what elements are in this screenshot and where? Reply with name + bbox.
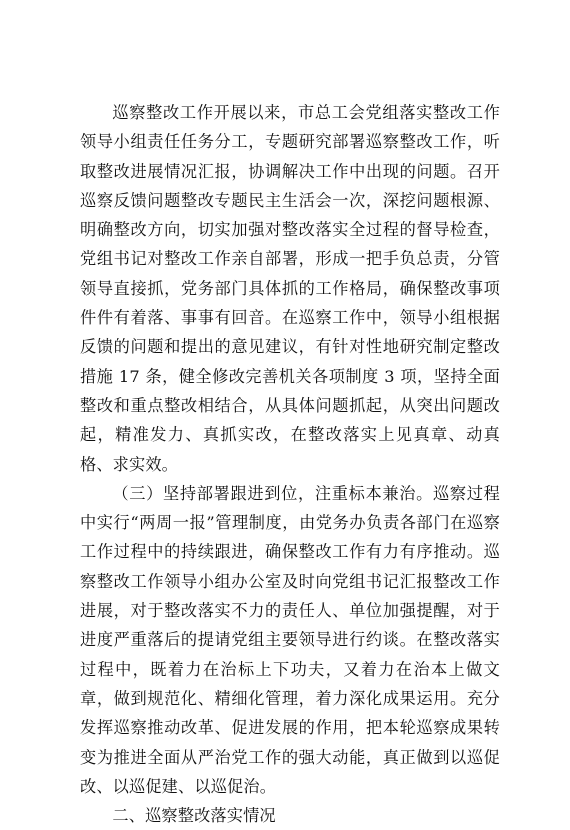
section-heading: 二、巡察整改落实情况 (112, 806, 276, 826)
paragraph-rectification-overview: 巡察整改工作开展以来，市总工会党组落实整改工作领导小组责任任务分工，专题研究部署巡察整改工作，听取整改进展情况汇报，协调解决工作中出现的问题。召开巡察反馈问题整改专题民主生活会一次，深挖问题根源、明确整改方向，切实加强对整改落实全过程的督导检查，党组书记对整改工作亲自部署，形成一把手负总责，分管领导直接抓，党务部门具体抓的工作格局，确保整改事项件件有着落、事事有回音。在巡察工作中，领导小组根据反馈的问题和提出的意见建议，有针对性地研究制定整改措施 17 条，健全修改完善机关各项制度 3 项，坚持全面整改和重点整改相结合，从具体问题抓起，从突出问题改起，精准发力、真抓实改，在整改落实上见真章、动真格、求实效。 (80, 103, 500, 474)
document-page (80, 98, 500, 830)
paragraph-deployment-follow-up: （三）坚持部署跟进到位，注重标本兼治。巡察过程中实行“两周一报”管理制度，由党务办负责各部门在巡察工作过程中的持续跟进，确保整改工作有力有序推动。巡察整改工作领导小组办公室及时向党组书记汇报整改工作进展，对于整改落实不力的责任人、单位加强提醒，对于进度严重落后的提请党组主要领导进行约谈。在整改落实过程中，既着力在治标上下功夫，又着力在治本上做文章，做到规范化、精细化管理，着力深化成果运用。充分发挥巡察推动改革、促进发展的作用，把本轮巡察成果转变为推进全面从严治党工作的强大动能，真正做到以巡促改、以巡促建、以巡促治。 (80, 483, 500, 796)
